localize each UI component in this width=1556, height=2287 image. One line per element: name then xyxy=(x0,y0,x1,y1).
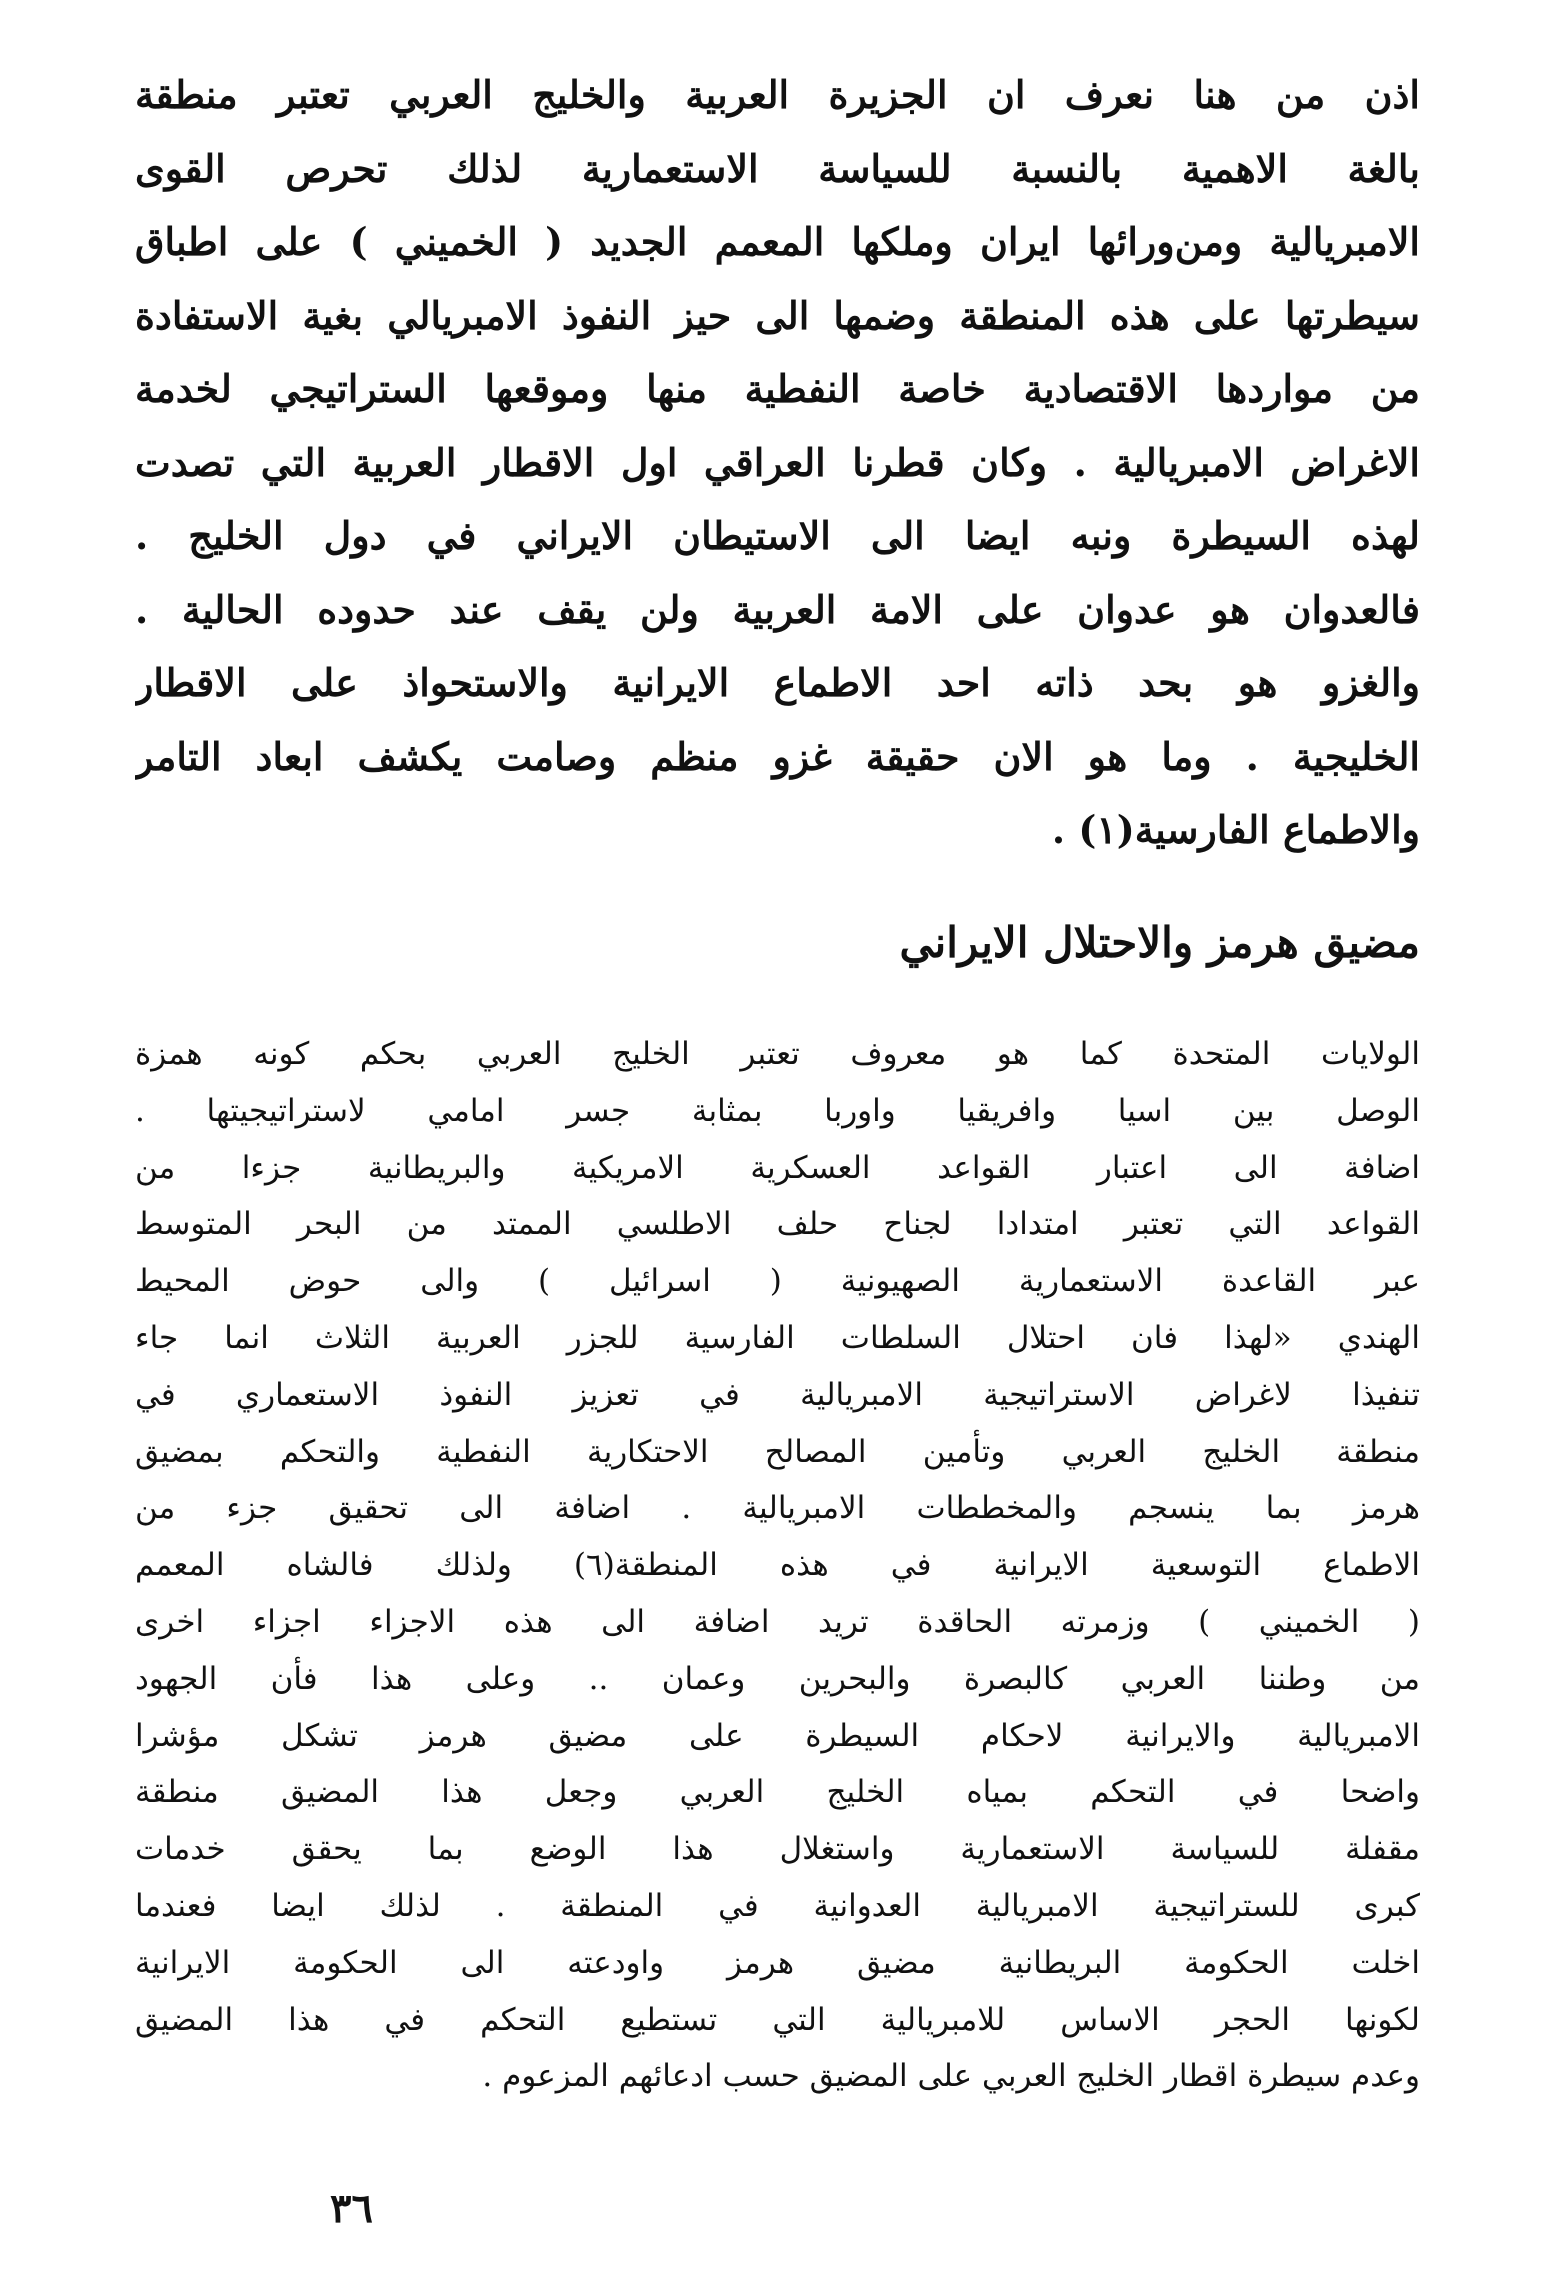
text-line: وعدم سيطرة اقطار الخليج العربي على المضيق حسب ادعائهم المزعوم . xyxy=(482,2058,1420,2095)
paragraph-2 xyxy=(135,1026,1420,2105)
text-line: عبر القاعدة الاستعمارية الصهيونية ( اسرائيل ) والى حوض المحيط xyxy=(135,1263,1420,1300)
text-line: فالعدوان هو عدوان على الامة العربية ولن يقف عند حدوده الحالية . xyxy=(135,586,1420,632)
text-line: الاطماع التوسعية الايرانية في هذه المنطقة(٦) ولذلك فالشاه المعمم xyxy=(135,1547,1420,1584)
page-number: ٣٦ xyxy=(330,2185,373,2232)
text-line: الاغراض الامبريالية . وكان قطرنا العراقي اول الاقطار العربية التي تصدت xyxy=(135,439,1420,485)
text-line: الامبريالية والايرانية لاحكام السيطرة على مضيق هرمز تشكل مؤشرا xyxy=(135,1717,1420,1754)
text-line: ( الخميني ) وزمرته الحاقدة تريد اضافة الى هذه الاجزاء اجزاء اخرى xyxy=(135,1603,1420,1640)
text-line: والغزو هو بحد ذاته احد الاطماع الايرانية والاستحواذ على الاقطار xyxy=(135,660,1420,705)
text-line: واضحا في التحكم بمياه الخليج العربي وجعل هذا المضيق منطقة xyxy=(135,1774,1420,1811)
text-line: بالغة الاهمية بالنسبة للسياسة الاستعمارية لذلك تحرص القوى xyxy=(135,145,1420,191)
text-line: اخلت الحكومة البريطانية مضيق هرمز واودعته الى الحكومة الايرانية xyxy=(135,1944,1420,1981)
text-line: الخليجية . وما هو الان حقيقة غزو منظم وصامت يكشف ابعاد التامر xyxy=(135,733,1420,779)
text-line: سيطرتها على هذه المنطقة وضمها الى حيز النفوذ الامبريالي بغية الاستفادة xyxy=(135,292,1420,338)
text-line: هرمز بما ينسجم والمخططات الامبريالية . اضافة الى تحقيق جزء من xyxy=(135,1490,1420,1527)
text-line: الولايات المتحدة كما هو معروف تعتبر الخليج العربي بحكم كونه همزة xyxy=(135,1036,1420,1072)
text-line: الهندي «لهذا فان احتلال السلطات الفارسية للجزر العربية الثلاث انما جاء xyxy=(135,1319,1420,1356)
text-line: من وطننا العربي كالبصرة والبحرين وعمان .. وعلى هذا فأن الجهود xyxy=(135,1660,1420,1697)
text-line: لكونها الحجر الاساس للامبريالية التي تستطيع التحكم في هذا المضيق xyxy=(135,2001,1420,2038)
text-line: مقفلة للسياسة الاستعمارية واستغلال هذا الوضع بما يحقق خدمات xyxy=(135,1831,1420,1868)
text-line: والاطماع الفارسية(١) . xyxy=(1051,807,1420,852)
text-line: القواعد التي تعتبر امتدادا لجناح حلف الاطلسي الممتد من البحر المتوسط xyxy=(135,1206,1420,1243)
text-line: لهذه السيطرة ونبه ايضا الى الاستيطان الايراني في دول الخليج . xyxy=(135,513,1420,558)
text-line: اذن من هنا نعرف ان الجزيرة العربية والخليج العربي تعتبر منطقة xyxy=(135,72,1420,117)
text-line: تنفيذا لاغراض الاستراتيجية الامبريالية في تعزيز النفوذ الاستعماري في xyxy=(135,1376,1420,1413)
text-line: الوصل بين اسيا وافريقيا واوربا بمثابة جسر امامي لاستراتيجيتها . xyxy=(135,1092,1420,1129)
text-line: اضافة الى اعتبار القواعد العسكرية الامريكية والبريطانية جزءا من xyxy=(135,1149,1420,1186)
text-line: كبرى للستراتيجية الامبريالية العدوانية في المنطقة . لذلك ايضا فعندما xyxy=(135,1887,1420,1924)
paragraph-1 xyxy=(135,58,1420,867)
text-line: منطقة الخليج العربي وتأمين المصالح الاحتكارية النفطية والتحكم بمضيق xyxy=(135,1433,1420,1470)
text-line: الامبريالية ومن‌ورائها ايران وملكها المعمم الجديد ( الخميني ) على اطباق xyxy=(135,219,1420,264)
text-line: من مواردها الاقتصادية خاصة النفطية منها وموقعها الستراتيجي لخدمة xyxy=(135,366,1420,411)
section-heading: مضيق هرمز والاحتلال الايراني xyxy=(899,918,1420,967)
